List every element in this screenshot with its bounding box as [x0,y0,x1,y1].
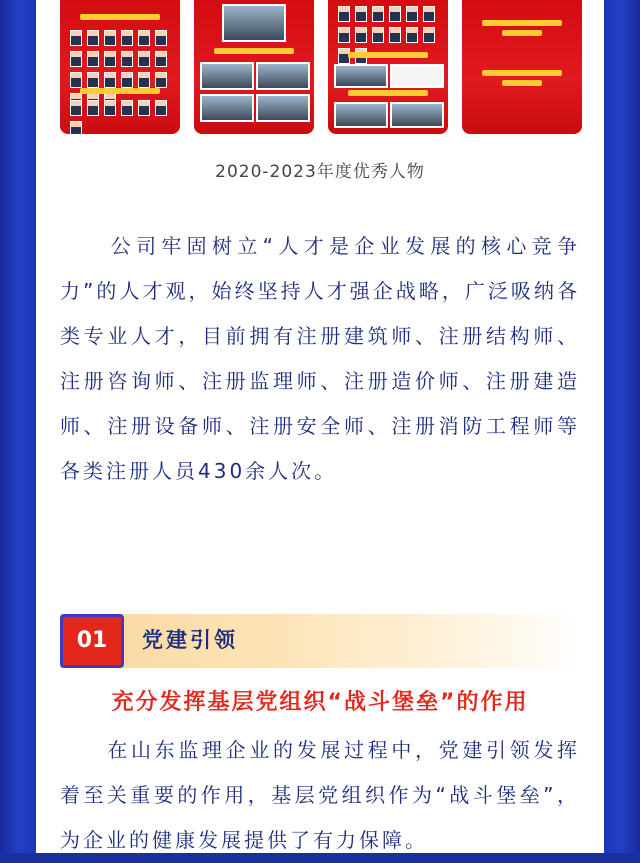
honor-panel-project-teams [194,0,314,134]
party-building-paragraph: 在山东监理企业的发展过程中，党建引领发挥着至关重要的作用，基层党组织作为“战斗堡垒”，为企业的健康发展提供了有力保障。 [60,738,580,852]
panel-banner [80,88,160,94]
honor-panel-outstanding-supervisors [60,0,180,134]
content-card [36,0,604,853]
honor-panel-outstanding-employees [462,0,582,134]
panel-banner [502,80,542,86]
site-photo [334,64,388,88]
panel-banner [482,20,562,26]
panel-banner [214,48,294,54]
certificate-photo [390,64,444,88]
team-photo [200,94,254,122]
honor-photo-strip [60,0,582,134]
section-subheading: 充分发挥基层党组织“战斗堡垒”的作用 [111,690,529,715]
panel-banner [482,70,562,76]
team-photo [334,102,388,128]
team-photo [222,4,286,42]
team-photo [256,62,310,90]
section-title: 党建引领 [142,628,238,652]
talent-paragraph: 公司牢固树立“人才是企业发展的核心竞争力”的人才观，始终坚持人才强企战略，广泛吸纳各类专业人才，目前拥有注册建筑师、注册结构师、注册咨询师、注册监理师、注册造价师、注册建造师、注册设备师、注册安全师、注册消防工程师等各类注册人员430余人次。 [60,234,580,483]
portrait-grid [70,30,170,109]
section-header-bar [60,614,580,668]
panel-banner [80,14,160,20]
team-photo [200,62,254,90]
panel-banner [348,52,428,58]
panel-banner [502,30,542,36]
team-photo [390,102,444,128]
portrait-grid [70,100,170,134]
honor-panel-outstanding-collectives [328,0,448,134]
team-photo [256,94,310,122]
panel-banner [348,90,428,96]
photo-caption: 2020-2023年度优秀人物 [215,162,425,182]
section-number-badge: 01 [60,614,124,668]
